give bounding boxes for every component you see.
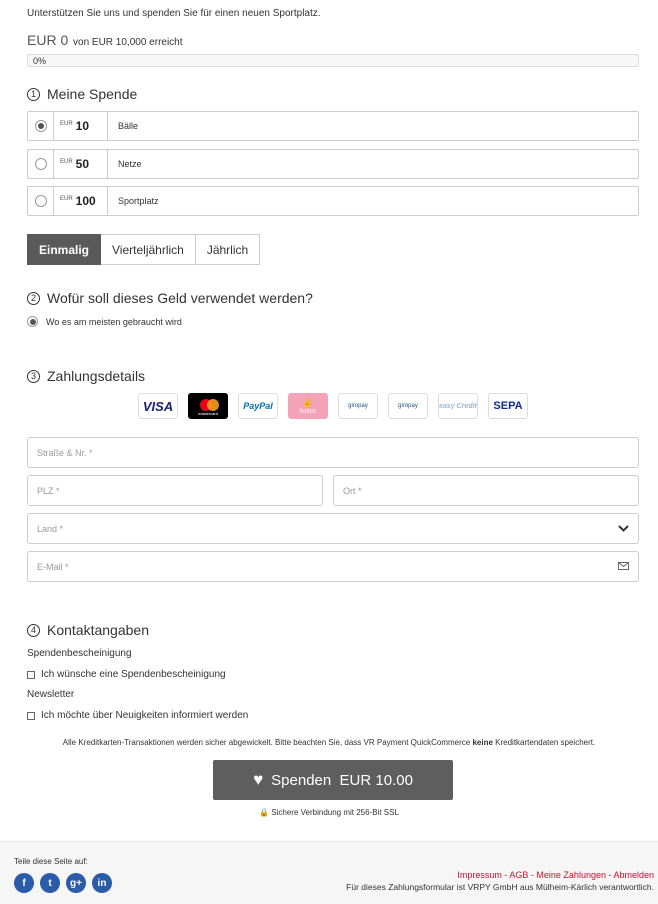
- sepa-icon[interactable]: SEPA: [488, 393, 528, 419]
- newsletter-label: Newsletter: [27, 689, 75, 700]
- step4-heading: [27, 622, 149, 638]
- newsletter-checkbox[interactable]: [27, 712, 35, 720]
- easycredit-icon[interactable]: easy Credit: [438, 393, 478, 419]
- street-placeholder: Straße & Nr. *: [37, 447, 93, 458]
- currency-label: EUR: [60, 196, 73, 202]
- step3-heading: [27, 368, 145, 384]
- donation-option-100[interactable]: [27, 186, 639, 216]
- street-input[interactable]: [27, 437, 639, 468]
- twitter-icon[interactable]: t: [40, 873, 60, 893]
- purpose-label: Wo es am meisten gebraucht wird: [46, 316, 182, 327]
- frequency-once-button[interactable]: Einmalig: [27, 234, 101, 265]
- donate-button-label: Spenden EUR 10.00: [271, 771, 413, 789]
- amount-value: 50: [75, 157, 90, 171]
- step2-heading: [27, 290, 313, 306]
- step-title: Wofür soll dieses Geld verwendet werden?: [47, 290, 313, 306]
- city-input[interactable]: [333, 475, 639, 506]
- google-plus-icon[interactable]: g+: [66, 873, 86, 893]
- currency-label: EUR: [60, 159, 73, 165]
- country-placeholder: Land *: [37, 523, 64, 534]
- radio-selected-icon[interactable]: [35, 120, 47, 132]
- option-label: Netze: [118, 159, 142, 169]
- amount-value: 100: [75, 194, 96, 208]
- step-number: 4: [27, 624, 40, 637]
- progress-label: 0%: [33, 56, 47, 66]
- receipt-check-label: Ich wünsche eine Spendenbescheinigung: [41, 669, 226, 680]
- heart-icon: ♥: [253, 770, 264, 789]
- currency-label: EUR: [60, 121, 73, 127]
- option-label: Bälle: [118, 121, 139, 131]
- country-select[interactable]: [27, 513, 639, 544]
- frequency-quarterly-button[interactable]: Vierteljährlich: [101, 234, 196, 265]
- step-number: 2: [27, 292, 40, 305]
- footer-links[interactable]: Impressum - AGB - Meine Zahlungen - Abmelden: [457, 870, 654, 880]
- donate-button[interactable]: [213, 760, 453, 800]
- donation-option-10[interactable]: [27, 111, 639, 141]
- lock-icon: 🔒: [259, 808, 270, 817]
- giropay-icon[interactable]: giropay: [338, 393, 378, 419]
- envelope-icon: [618, 560, 629, 574]
- receipt-checkbox[interactable]: [27, 671, 35, 679]
- frequency-selector: [27, 234, 260, 265]
- newsletter-check-label: Ich möchte über Neuigkeiten informiert werden: [41, 710, 249, 721]
- visa-icon[interactable]: VISA: [138, 393, 178, 419]
- chevron-down-icon: [618, 521, 629, 538]
- security-note: Alle Kreditkarten-Transaktionen werden sicher abgewickelt. Bitte beachten Sie, dass VR Payment QuickCommerce keine Kreditkartendaten speichert.: [62, 738, 596, 747]
- paypal-icon[interactable]: PayPal: [238, 393, 278, 419]
- raised-amount-value: EUR 0: [27, 32, 69, 48]
- receipt-checkbox-row[interactable]: [27, 669, 226, 680]
- linkedin-icon[interactable]: in: [92, 873, 112, 893]
- step1-heading: [27, 86, 137, 102]
- radio-selected-icon[interactable]: [27, 316, 38, 327]
- step-title: Meine Spende: [47, 86, 138, 102]
- progress-bar: [27, 54, 639, 67]
- donation-option-50[interactable]: [27, 149, 639, 179]
- zip-placeholder: PLZ *: [37, 485, 60, 496]
- step-number: 3: [27, 370, 40, 383]
- radio-icon[interactable]: [35, 158, 47, 170]
- newsletter-checkbox-row[interactable]: [27, 710, 248, 721]
- payment-methods: [138, 393, 538, 419]
- frequency-yearly-button[interactable]: Jährlich: [196, 234, 260, 265]
- social-links: [14, 873, 118, 893]
- facebook-icon[interactable]: f: [14, 873, 34, 893]
- intro-text: Unterstützen Sie uns und spenden Sie für einen neuen Sportplatz.: [27, 8, 321, 19]
- receipt-label: Spendenbescheinigung: [27, 648, 132, 659]
- raised-goal: von EUR 10,000 erreicht: [73, 37, 183, 48]
- zip-input[interactable]: [27, 475, 323, 506]
- sofort-icon[interactable]: ✌ Sofort.: [288, 393, 328, 419]
- email-input[interactable]: [27, 551, 639, 582]
- mastercard-icon[interactable]: mastercard: [188, 393, 228, 419]
- share-label: Teile diese Seite auf:: [14, 857, 88, 866]
- purpose-option[interactable]: [27, 316, 182, 327]
- ssl-note: 🔒 Sichere Verbindung mit 256-Bit SSL: [259, 808, 399, 817]
- amount-value: 10: [75, 119, 90, 133]
- giropay-icon-2[interactable]: giropay: [388, 393, 428, 419]
- option-label: Sportplatz: [118, 196, 159, 206]
- step-title: Kontaktangaben: [47, 622, 149, 638]
- step-number: 1: [27, 88, 40, 101]
- email-placeholder: E-Mail *: [37, 561, 69, 572]
- radio-icon[interactable]: [35, 195, 47, 207]
- raised-amount: [27, 32, 183, 48]
- footer-responsibility: Für dieses Zahlungsformular ist VRPY GmbH aus Mülheim-Kärlich verantwortlich.: [346, 882, 654, 892]
- city-placeholder: Ort *: [343, 485, 362, 496]
- step-title: Zahlungsdetails: [47, 368, 146, 384]
